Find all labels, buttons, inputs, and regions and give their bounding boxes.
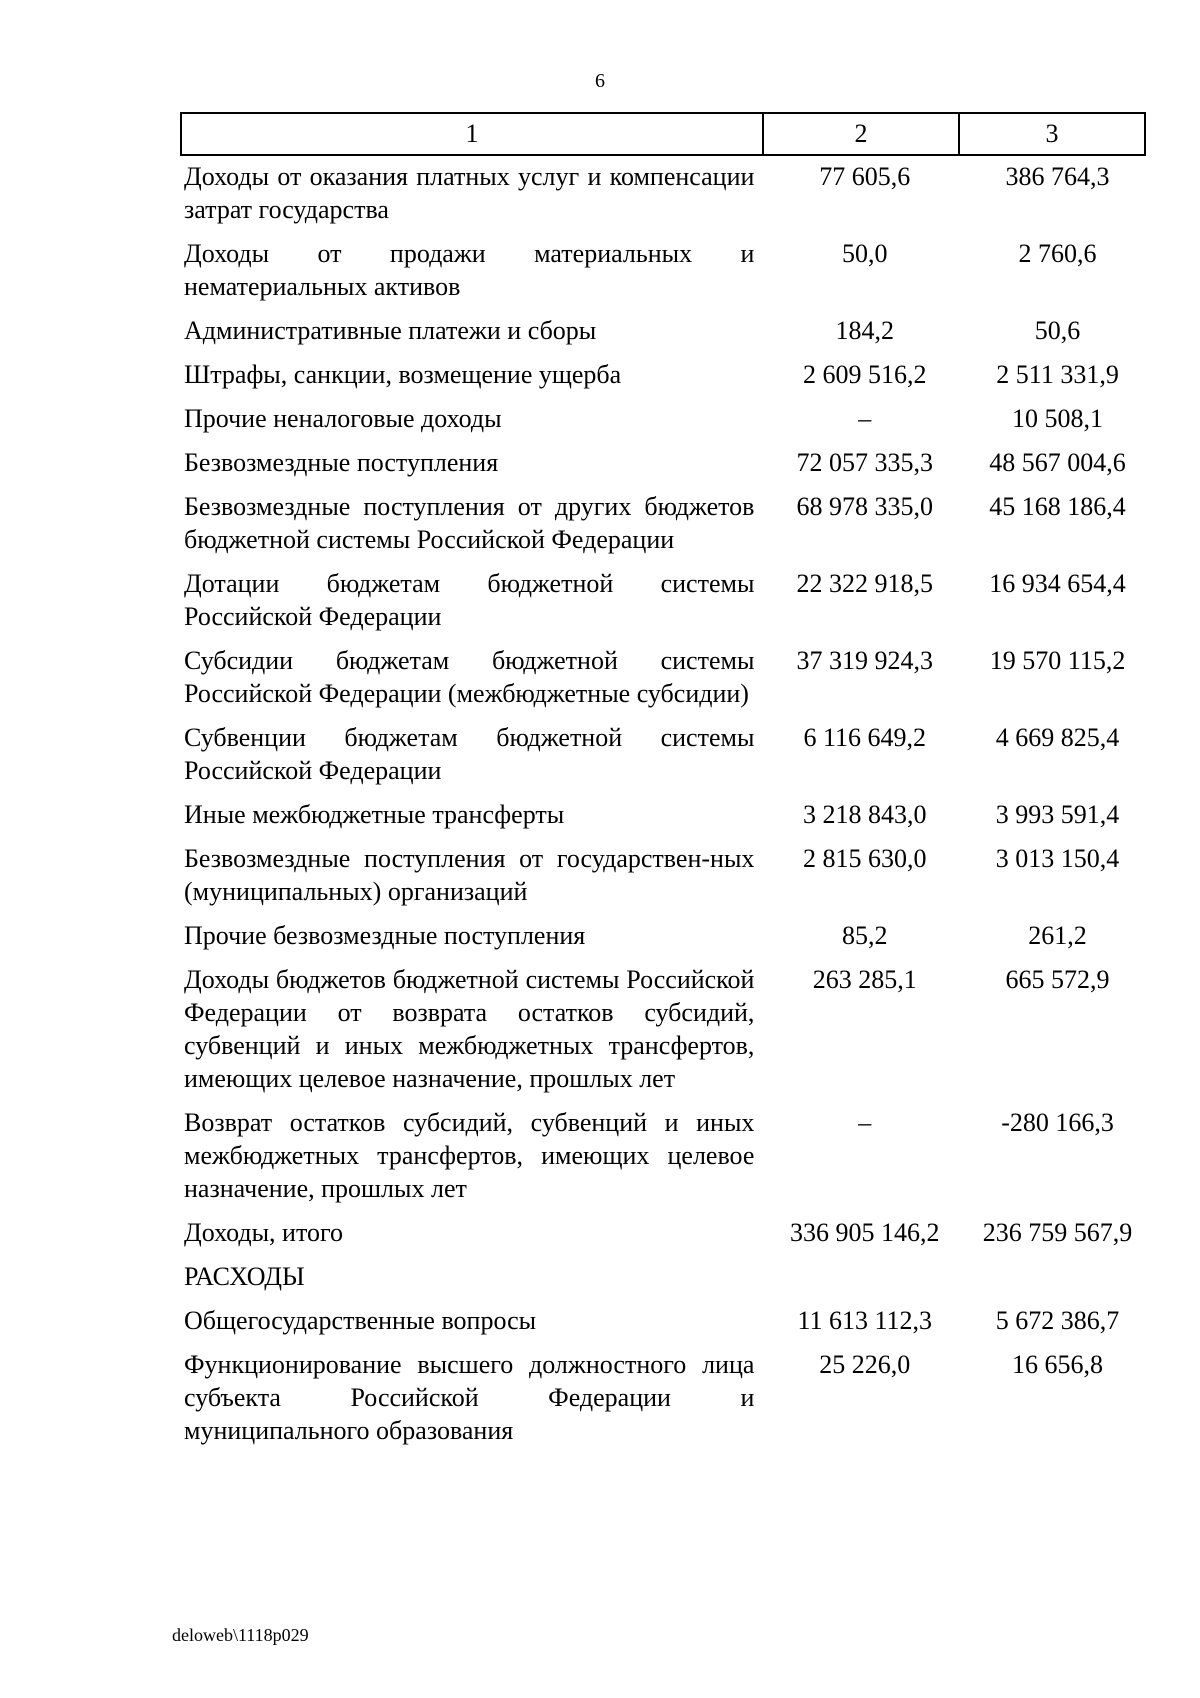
table-header bbox=[180, 112, 1146, 156]
table-row bbox=[184, 1348, 1146, 1447]
row-value-col3: 386 764,3 bbox=[1005, 162, 1110, 191]
row-value-col2: – bbox=[858, 1108, 872, 1137]
table-row bbox=[184, 1304, 1146, 1337]
section-heading: РАСХОДЫ bbox=[184, 1262, 305, 1291]
row-value-col3: 3 013 150,4 bbox=[995, 844, 1120, 873]
row-value-col2: 2 815 630,0 bbox=[803, 844, 927, 873]
row-value-col3: 50,6 bbox=[1034, 316, 1081, 345]
table-row bbox=[184, 237, 1146, 303]
row-value-col3: 48 567 004,6 bbox=[989, 448, 1126, 477]
row-value-col3: 2 760,6 bbox=[1018, 239, 1097, 268]
row-value-col3: 2 511 331,9 bbox=[996, 360, 1119, 389]
row-value-col3: 4 669 825,4 bbox=[995, 723, 1120, 752]
row-label: Общегосударственные вопросы bbox=[184, 1306, 537, 1335]
table-row bbox=[184, 446, 1146, 479]
row-value-col2: 6 116 649,2 bbox=[803, 723, 927, 752]
row-value-col3: 236 759 567,9 bbox=[982, 1218, 1133, 1247]
row-value-col2: 72 057 335,3 bbox=[796, 448, 934, 477]
row-value-col3: 19 570 115,2 bbox=[989, 646, 1126, 675]
section-row bbox=[184, 1260, 1146, 1293]
table-row bbox=[184, 842, 1146, 908]
table-row bbox=[184, 567, 1146, 633]
row-value-col3: 16 656,8 bbox=[1012, 1350, 1104, 1379]
table-row bbox=[184, 798, 1146, 831]
row-value-col2: – bbox=[858, 404, 872, 433]
row-value-col3: 665 572,9 bbox=[1005, 965, 1110, 994]
table-row bbox=[184, 1106, 1146, 1205]
row-label: Возврат остатков субсидий, субвенций и иных межбюджетных трансфертов, имеющих целевое назначение, прошлых лет bbox=[184, 1108, 755, 1203]
table-row bbox=[184, 490, 1146, 556]
row-value-col3: 45 168 186,4 bbox=[989, 492, 1126, 521]
row-value-col2: 336 905 146,2 bbox=[790, 1218, 940, 1247]
row-label: Прочие неналоговые доходы bbox=[184, 404, 502, 433]
table-row bbox=[184, 402, 1146, 435]
row-label: Безвозмездные поступления от других бюджетов бюджетной системы Российской Федерации bbox=[184, 492, 755, 554]
table-body bbox=[184, 160, 1146, 1458]
row-label: Доходы, итого bbox=[184, 1218, 343, 1247]
column-header-3: 3 bbox=[1045, 119, 1059, 148]
table-row bbox=[184, 644, 1146, 710]
row-value-col2: 184,2 bbox=[835, 316, 895, 345]
column-header-2: 2 bbox=[764, 114, 960, 154]
row-value-col3: 3 993 591,4 bbox=[995, 800, 1120, 829]
row-value-col2: 11 613 112,3 bbox=[797, 1306, 933, 1335]
row-value-col2: 77 605,6 bbox=[819, 162, 911, 191]
table-row bbox=[184, 358, 1146, 391]
row-value-col2: 2 609 516,2 bbox=[803, 360, 927, 389]
row-value-col2: 22 322 918,5 bbox=[796, 569, 934, 598]
row-value-col2: 263 285,1 bbox=[812, 965, 917, 994]
row-label: Доходы от продажи материальных и нематериальных активов bbox=[184, 239, 755, 301]
row-value-col3: 16 934 654,4 bbox=[989, 569, 1126, 598]
document-footer: deloweb\1118p029 bbox=[172, 1625, 309, 1645]
row-label: Безвозмездные поступления от государствен-ных (муниципальных) организаций bbox=[184, 844, 755, 906]
table-row bbox=[184, 160, 1146, 226]
row-label: Дотации бюджетам бюджетной системы Российской Федерации bbox=[184, 569, 755, 631]
row-label: Доходы бюджетов бюджетной системы Российской Федерации от возврата остатков субсидий, субвенций и иных межбюджетных трансфертов, имеющих целевое назначение, прошлых лет bbox=[184, 965, 755, 1093]
page-number: 6 bbox=[595, 70, 605, 92]
row-value-col3: 261,2 bbox=[1028, 921, 1087, 950]
row-label: Административные платежи и сборы bbox=[184, 316, 597, 345]
row-label: Безвозмездные поступления bbox=[184, 448, 499, 477]
row-value-col2: 37 319 924,3 bbox=[796, 646, 934, 675]
row-label: Функционирование высшего должностного лица субъекта Российской Федерации и муниципального образования bbox=[184, 1350, 755, 1445]
table-row bbox=[184, 963, 1146, 1095]
table-row bbox=[184, 314, 1146, 347]
row-label: Прочие безвозмездные поступления bbox=[184, 921, 586, 950]
row-label: Штрафы, санкции, возмещение ущерба bbox=[184, 360, 622, 389]
row-value-col2: 85,2 bbox=[842, 921, 888, 950]
row-value-col2: 3 218 843,0 bbox=[803, 800, 927, 829]
table-row bbox=[184, 1216, 1146, 1249]
row-label: Субвенции бюджетам бюджетной системы Российской Федерации bbox=[184, 723, 755, 785]
table-row bbox=[184, 919, 1146, 952]
table-row bbox=[184, 721, 1146, 787]
row-value-col3: 10 508,1 bbox=[1012, 404, 1104, 433]
row-label: Иные межбюджетные трансферты bbox=[184, 800, 565, 829]
row-value-col2: 50,0 bbox=[842, 239, 888, 268]
row-value-col2: 68 978 335,0 bbox=[796, 492, 934, 521]
row-value-col3: -280 166,3 bbox=[1001, 1108, 1114, 1137]
column-header-1: 1 bbox=[182, 114, 764, 154]
row-label: Доходы от оказания платных услуг и компенсации затрат государства bbox=[184, 162, 755, 224]
row-value-col3: 5 672 386,7 bbox=[995, 1306, 1120, 1335]
row-value-col2: 25 226,0 bbox=[819, 1350, 911, 1379]
row-label: Субсидии бюджетам бюджетной системы Российской Федерации (межбюджетные субсидии) bbox=[184, 646, 755, 708]
